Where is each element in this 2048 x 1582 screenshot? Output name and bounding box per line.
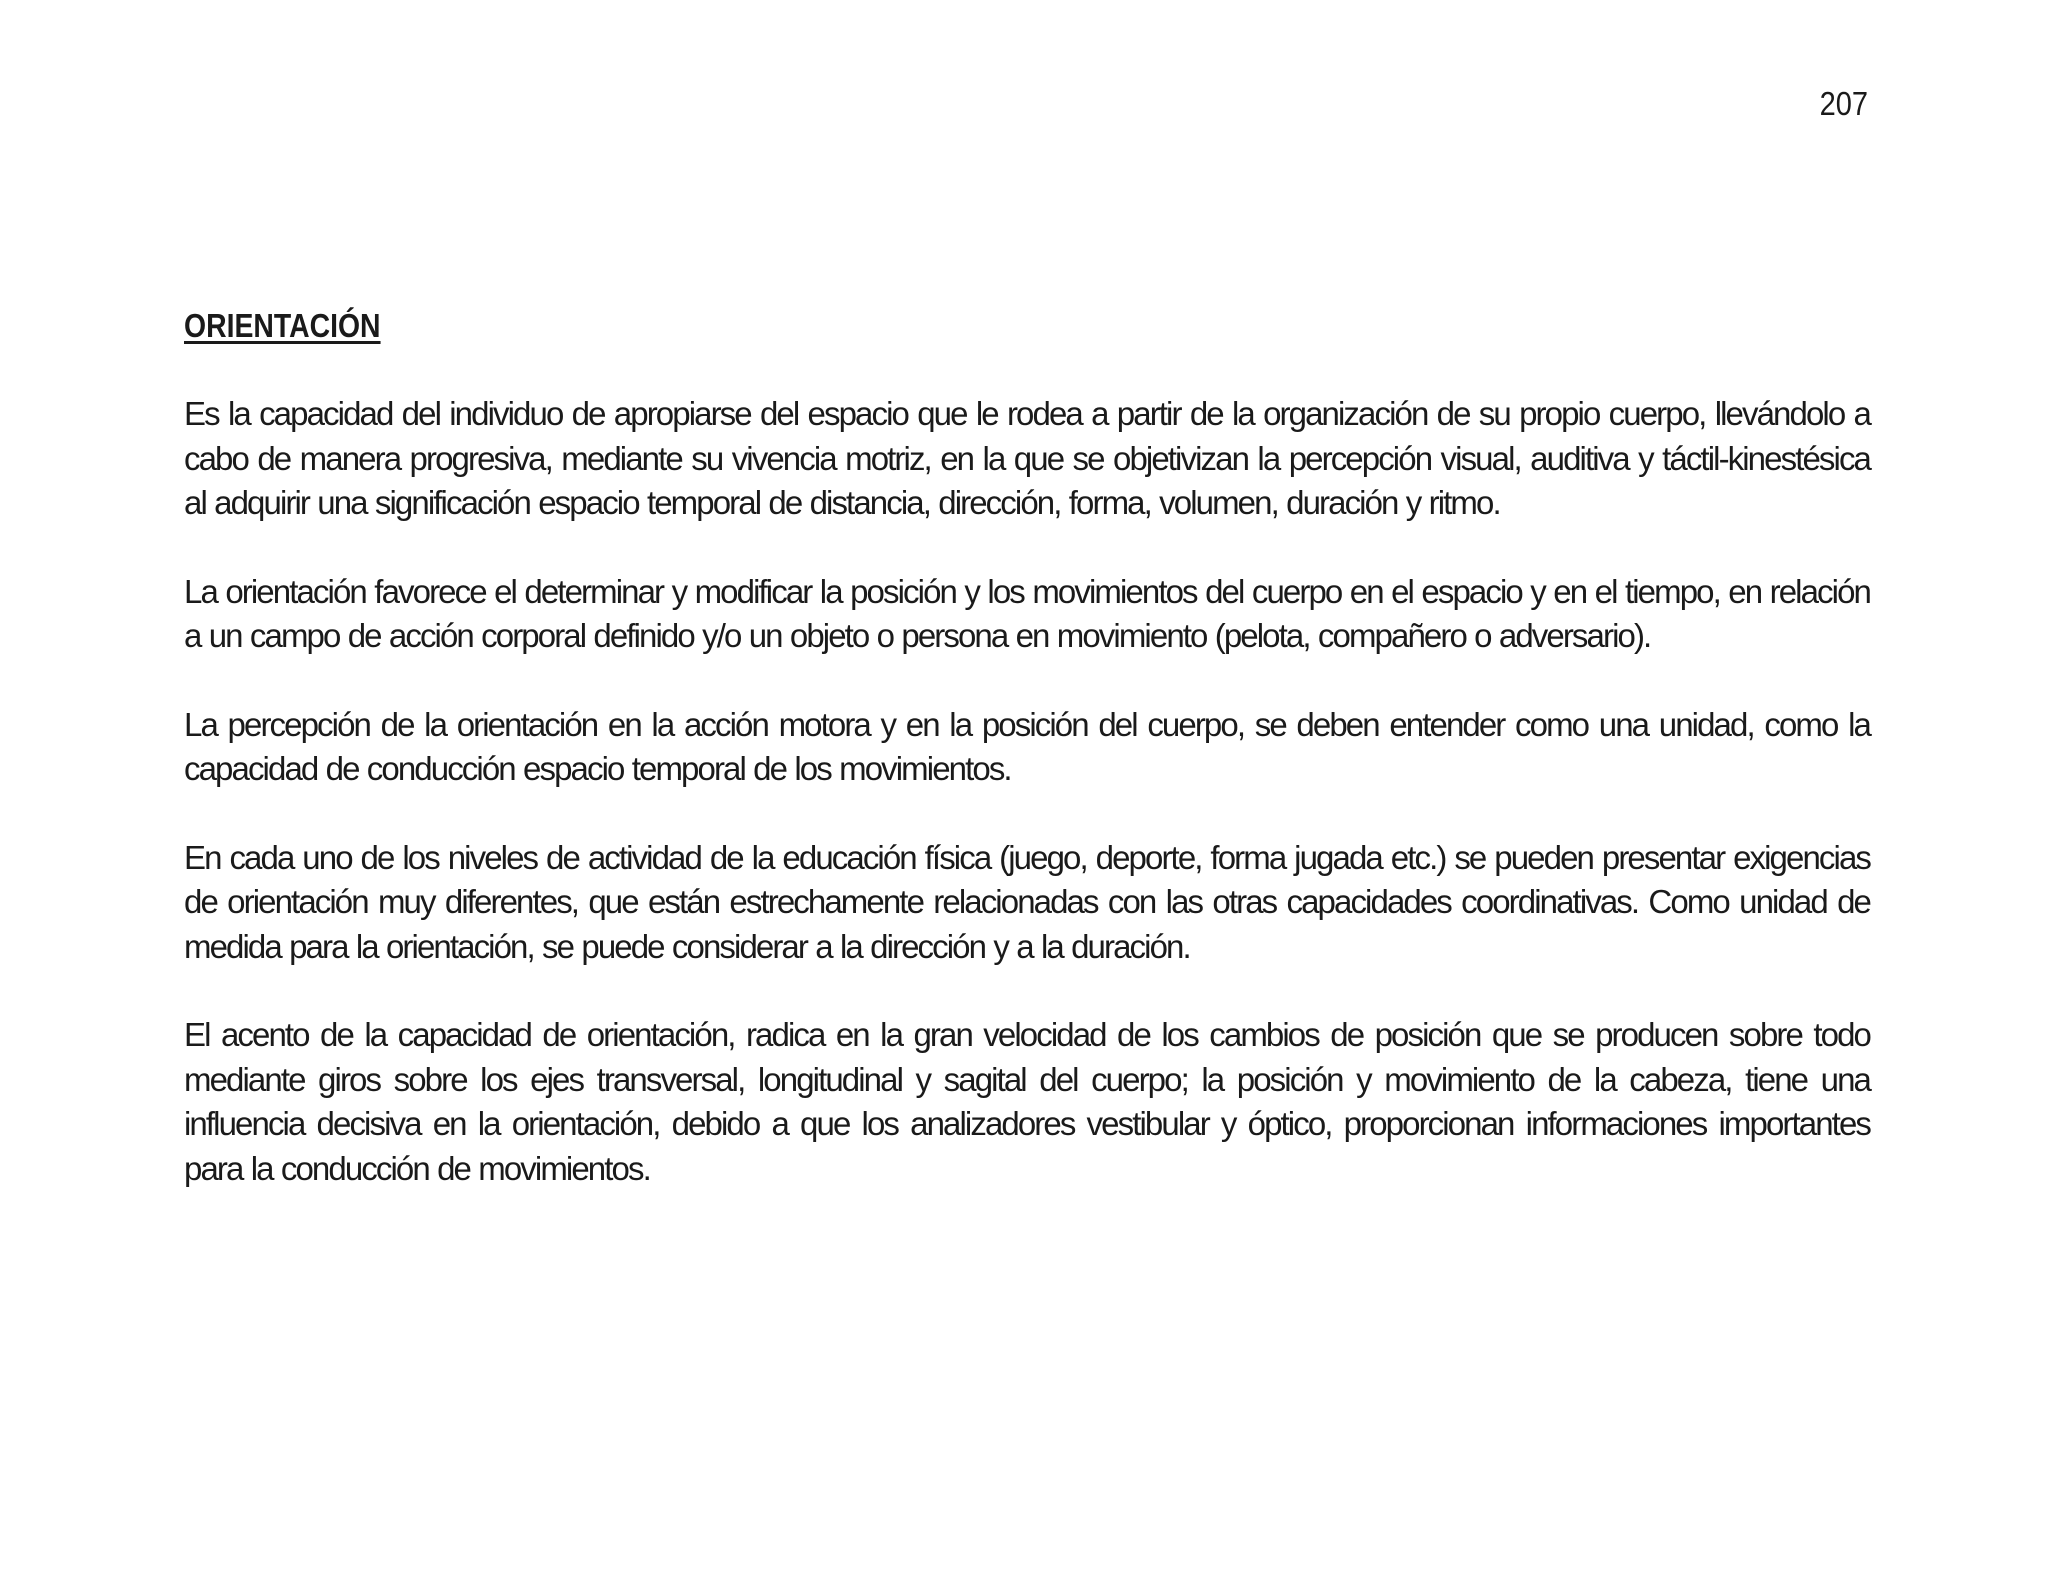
paragraph-favors: La orientación favorece el determinar y modificar la posición y los movimientos del cuerpo en el espacio y en el tiempo, en relación a un campo de acción corporal definido y/o un objeto o persona en movimiento (pelota, compañero o adversario).	[184, 572, 1870, 654]
page-number: 207	[1819, 85, 1868, 122]
paragraph-accent: El acento de la capacidad de orientación, radica en la gran velocidad de los cambios de posición que se producen sobre todo mediante giros sobre los ejes transversal, longitudinal y sagital del cuerpo; la posición y movimiento de la cabeza, tiene una influencia decisiva en la orientación, debido a que los analizadores vestibular y óptico, proporcionan informaciones importantes para la conducción de movimientos.	[184, 1016, 1870, 1187]
document-body	[184, 304, 1870, 1235]
paragraph-perception: La percepción de la orientación en la acción motora y en la posición del cuerpo, se deben entender como una unidad, como la capacidad de conducción espacio temporal de los movimientos.	[184, 705, 1870, 787]
section-heading: ORIENTACIÓN	[184, 307, 381, 344]
paragraph-levels: En cada uno de los niveles de actividad de la educación física (juego, deporte, forma jugada etc.) se pueden presentar exigencias de orientación muy diferentes, que están estrechamente relacionadas con las otras capacidades coordinativas. Como unidad de medida para la orientación, se puede considerar a la dirección y a la duración.	[184, 838, 1870, 965]
paragraph-definition: Es la capacidad del individuo de apropiarse del espacio que le rodea a partir de la organización de su propio cuerpo, llevándolo a cabo de manera progresiva, mediante su vivencia motriz, en la que se objetivizan la percepción visual, auditiva y táctil-kinestésica al adquirir una significación espacio temporal de distancia, dirección, forma, volumen, duración y ritmo.	[184, 395, 1870, 521]
